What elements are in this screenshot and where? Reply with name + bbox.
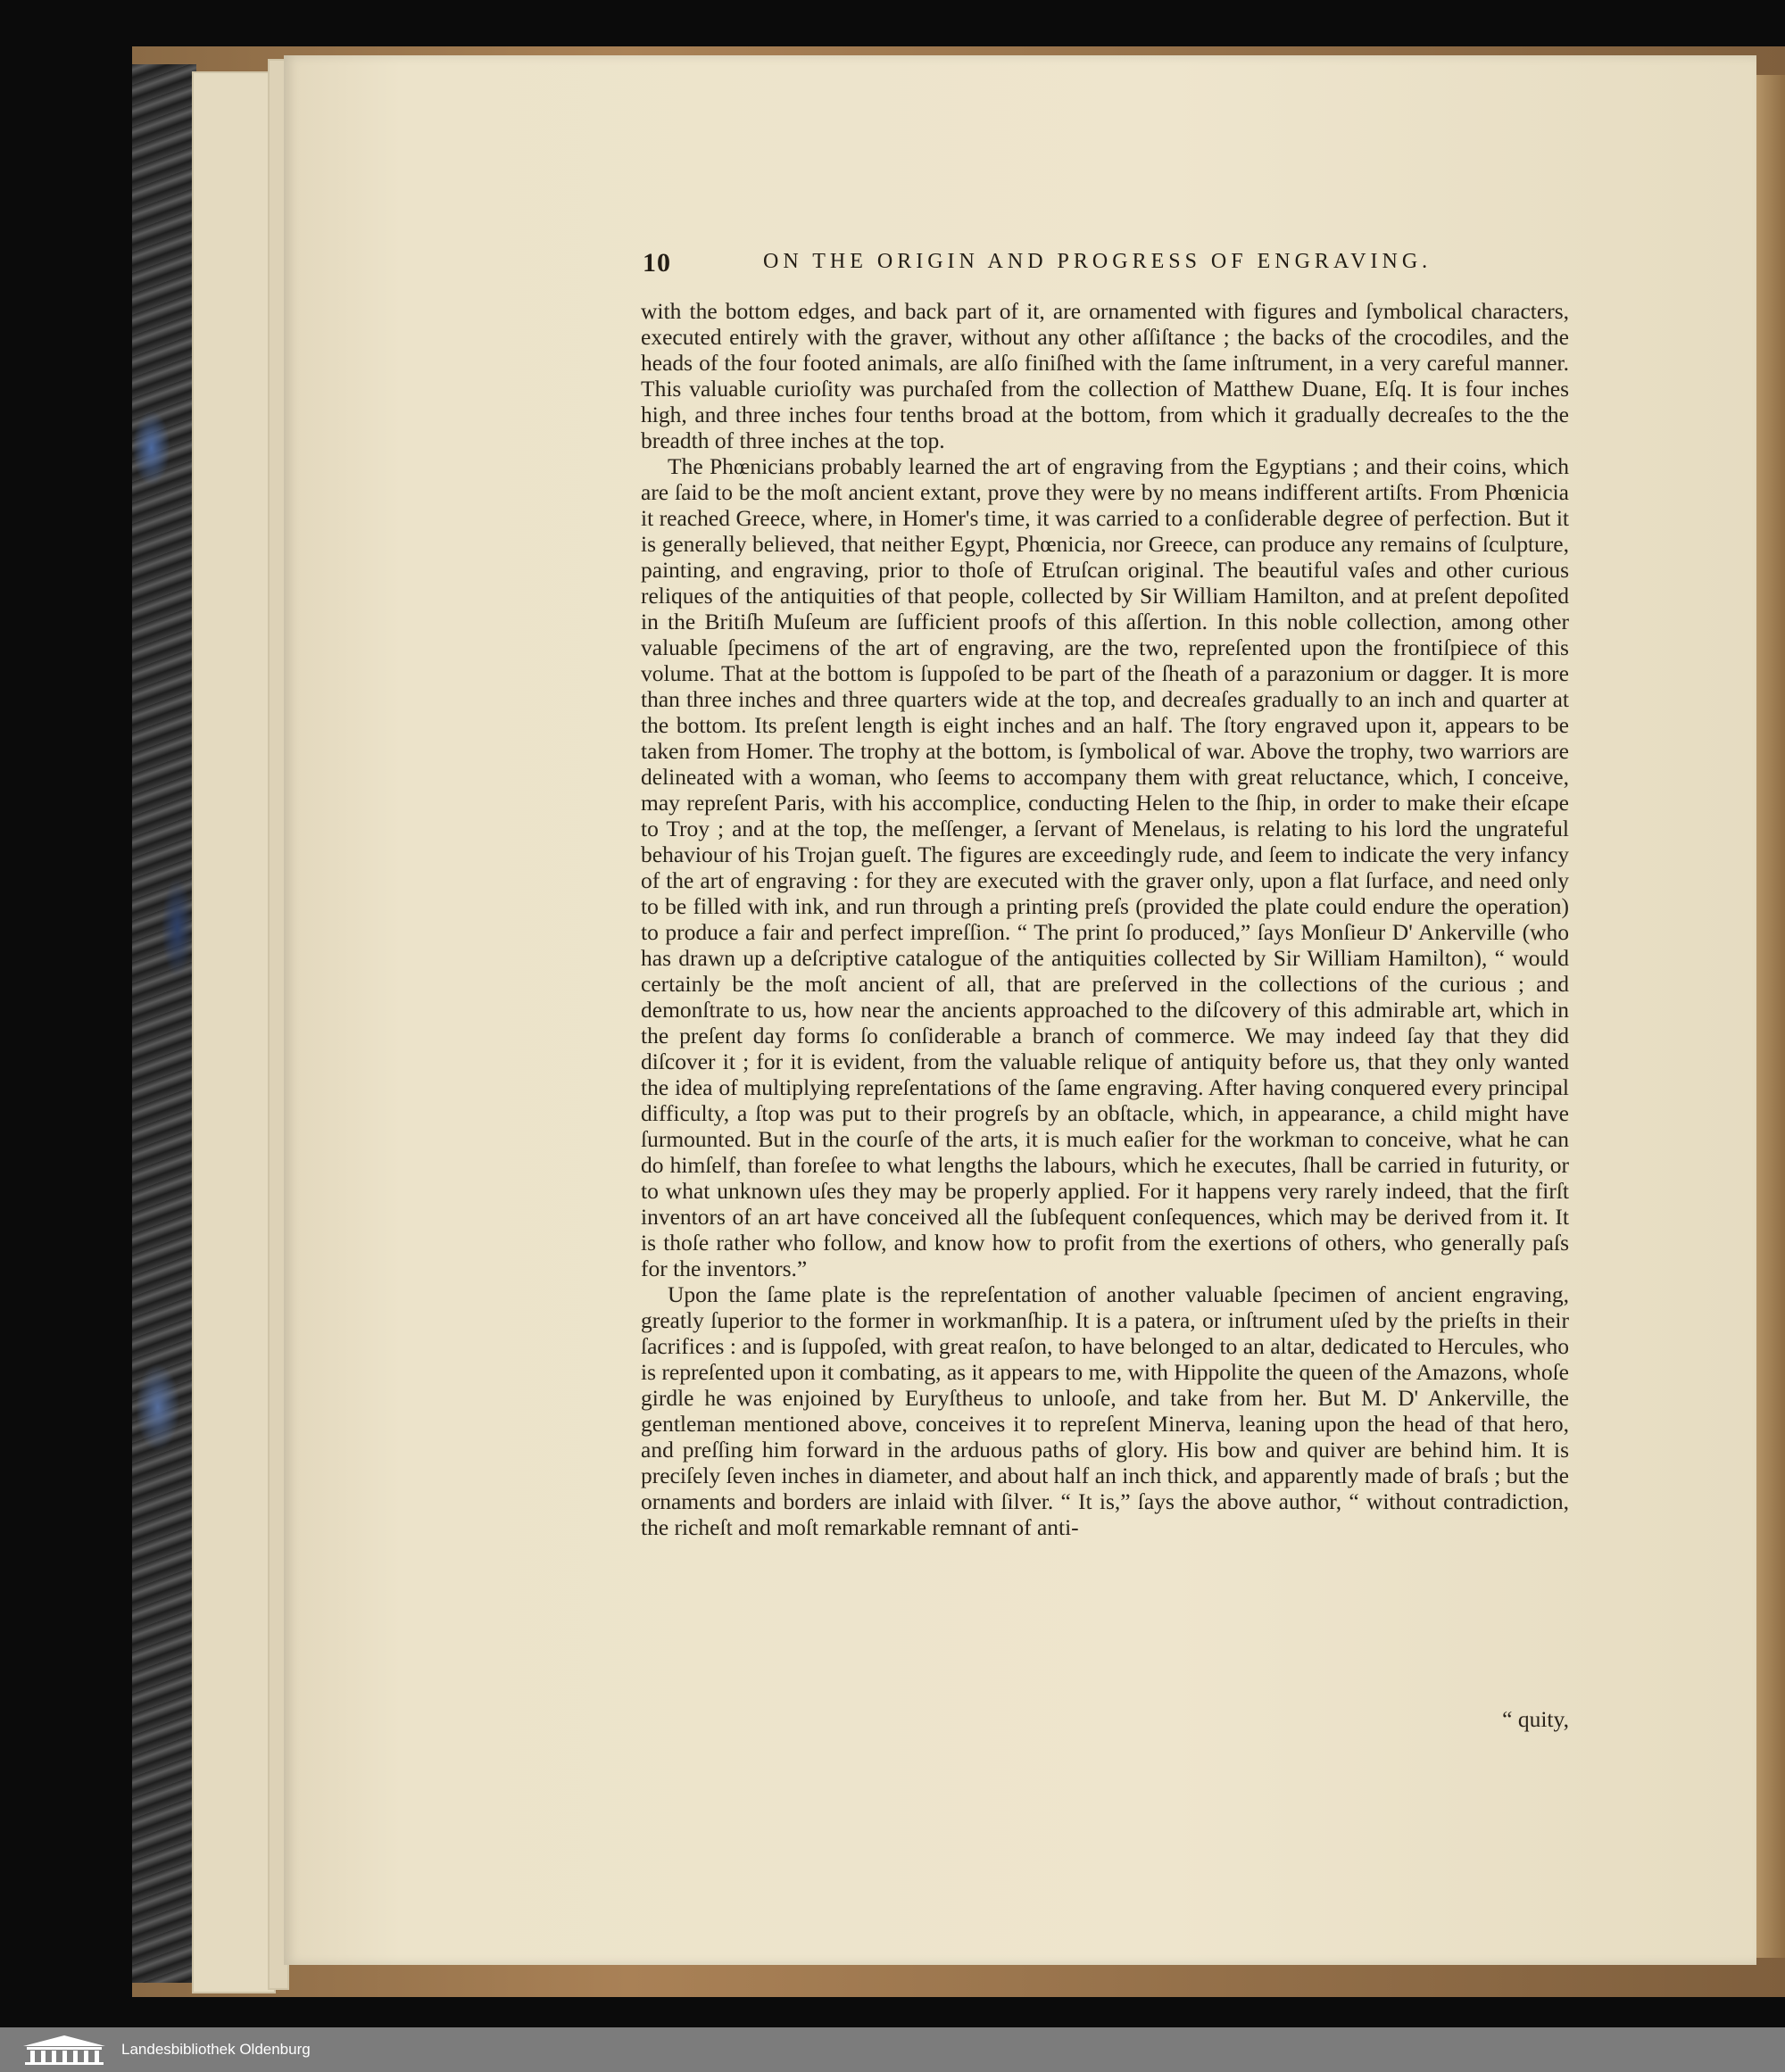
page-edge [1756, 75, 1785, 1958]
page-leaf [192, 71, 276, 1993]
paragraph: with the bottom edges, and back part of it, are ornamented with figures and ſymbolical characters, executed entirely with the graver, without any other aſſiſtance ; the backs of the crocodiles, and the heads of the four footed animals, are alſo finiſhed with the ſame inſtrument, in a very careful manner. This valuable curioſity was purchaſed from the collection of Matthew Duane, Eſq. It is four inches high, and three inches four tenths broad at the bottom, from which it gradually decreaſes to the the breadth of three inches at the top. [641, 298, 1569, 453]
running-head: ON THE ORIGIN AND PROGRESS OF ENGRAVING. [763, 250, 1432, 273]
paragraph: The Phœnicians probably learned the art of engraving from the Egyptians ; and their coins, which are ſaid to be the moſt ancient extant, prove they were by no means indifferent artiſts. From Phœnicia it reached Greece, where, in Homer's time, it was carried to a conſiderable degree of perfection. But it is generally believed, that neither Egypt, Phœnicia, nor Greece, can produce any remains of ſculpture, painting, and engraving, prior to thoſe of Etruſcan original. The beautiful vaſes and other curious reliques of the antiquities of that people, collected by Sir William Hamilton, and at preſent depoſited in the Britiſh Muſeum are ſufficient proofs of this aſſertion. In this noble collection, among other valuable ſpecimens of the art of engraving, are the two, repreſented upon the frontiſpiece of this volume. That at the bottom is ſuppoſed to be part of the ſheath of a parazonium or dagger. It is more than three inches and three quarters wide at the top, and decreaſes gradually to an inch and quarter at the bottom. Its preſent length is eight inches and an half. The ſtory engraved upon it, appears to be taken from Homer. The trophy at the bottom, is ſymbolical of war. Above the trophy, two warriors are delineated with a woman, who ſeems to accompany them with great reluctance, which, I conceive, may repreſent Paris, with his accomplice, conducting Helen to the ſhip, in order to make their eſcape to Troy ; and at the top, the meſſenger, a ſervant of Menelaus, is relating to his lord the ungrateful behaviour of his Trojan gueſt. The figures are exceedingly rude, and ſeem to indicate the very infancy of the art of engraving : for they are executed with the graver only, upon a flat ſurface, and need only to be filled with ink, and run through a printing preſs (provided the plate could endure the operation) to produce a fair and perfect impreſſion. “ The print ſo produced,” ſays Monſieur D' Ankerville (who has drawn up a deſcriptive catalogue of the antiquities collected by Sir William Hamilton), “ would certainly be the moſt ancient of all, that are preſerved in the collections of the curious ; and demonſtrate to us, how near the ancients approached to the diſcovery of this admirable art, which in the preſent day forms ſo conſiderable a branch of commerce. We may indeed ſay that they did diſcover it ; for it is evident, from the valuable relique of antiquity before us, that they only wanted the idea of multiplying repreſentations of the ſame engraving. After having conquered every principal difficulty, a ſtop was put to their progreſs by an obſtacle, which, in appearance, a child might have ſurmounted. But in the courſe of the arts, it is much eaſier for the workman to conceive, what he can do himſelf, than foreſee to what lengths the labours, which he executes, ſhall be carried in futurity, or to what unknown uſes they may be properly applied. For it happens very rarely indeed, that the firſt inventors of an art have conceived all the ſubſequent conſequences, which may be derived from it. It is thoſe rather who follow, and know how to profit from the exertions of others, who generally paſs for the inventors.” [641, 453, 1569, 1281]
catchword: “ quity, [1502, 1706, 1569, 1732]
page-number: 10 [643, 248, 671, 278]
library-name-link[interactable]: Landesbibliothek Oldenburg [121, 2041, 311, 2058]
paragraph: Upon the ſame plate is the repreſentation of another valuable ſpecimen of ancient engraving, greatly ſuperior to the former in workmanſhip. It is a patera, or inſtrument uſed by the prieſts in their ſacrifices : and is ſuppoſed, with great reaſon, to have belonged to an altar, dedicated to Hercules, who is repreſented upon it combating, as it appears to me, with Hippolite the queen of the Amazons, whoſe girdle he was enjoined by Euryſtheus to unlooſe, and take from her. But M. D' Ankerville, the gentleman mentioned above, conceives it to repreſent Minerva, leaning upon the head of that hero, and preſſing him forward in the arduous paths of glory. His bow and quiver are behind him. It is preciſely ſeven inches in diameter, and about half an inch thick, and apparently made of braſs ; but the ornaments and borders are inlaid with ſilver. “ It is,” ſays the above author, “ without contradiction, the richeſt and moſt remarkable remnant of anti- [641, 1281, 1569, 1540]
body-text [641, 298, 1569, 1540]
footer-bar [0, 2027, 1785, 2072]
library-building-icon[interactable] [20, 2034, 109, 2066]
marbled-endpaper [132, 64, 196, 1983]
page-header [643, 248, 1575, 284]
